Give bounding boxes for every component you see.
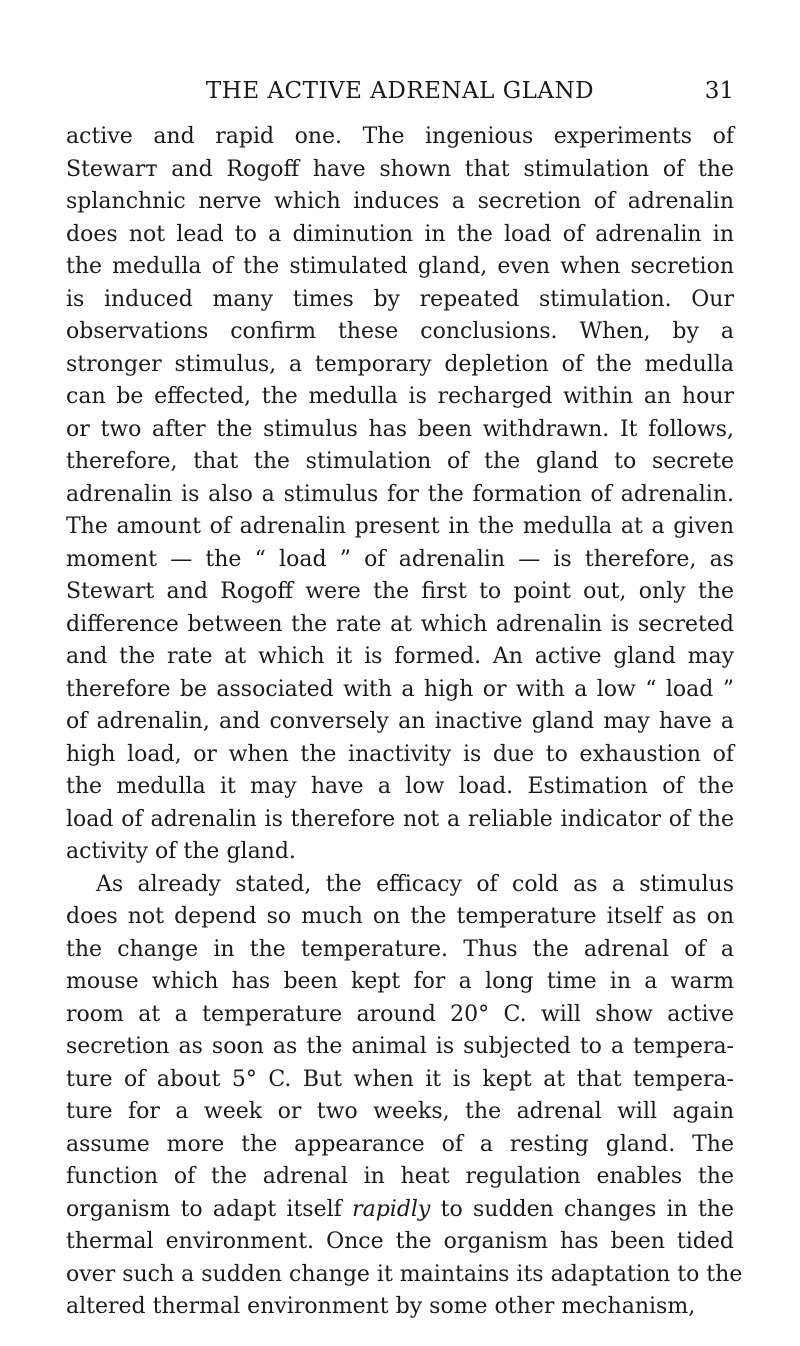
text-line-with-italic [66, 1194, 734, 1227]
text-line: and the rate at which it is formed. An active gland may [66, 644, 734, 669]
text-line: stronger stimulus, a temporary depletion of the medulla [66, 351, 734, 377]
text-line: the medulla it may have a low load. Estimation of the [66, 774, 734, 799]
text-span: to sudden changes in the [440, 1196, 734, 1222]
text-line: high load, or when the inactivity is due to exhaustion of [66, 741, 734, 767]
text-line: secretion as soon as the animal is subjected to a tempera- [66, 1034, 734, 1059]
text-line: function of the adrenal in heat regulation enables the [66, 1164, 734, 1189]
text-line: ture for a week or two weeks, the adrenal will again [66, 1099, 734, 1124]
text-line: adrenalin is also a stimulus for the formation of adrenalin. [66, 481, 734, 507]
text-line: or two after the stimulus has been withdrawn. It follows, [66, 416, 734, 442]
text-line: activity of the gland. [66, 839, 296, 864]
text-line: mouse which has been kept for a long time in a warm [66, 969, 734, 994]
paragraph-1 [66, 121, 734, 869]
text-line: As already stated, the efficacy of cold as a stimulus [96, 871, 734, 897]
paragraph-2 [66, 869, 743, 1324]
text-line: does not lead to a diminution in the load of adrenalin in [66, 221, 734, 247]
text-line: load of adrenalin is therefore not a reliable indicator of the [66, 806, 734, 832]
text-line: therefore be associated with a high or with a low “ load ” [66, 676, 734, 702]
page-number: 31 [704, 78, 734, 104]
text-line: thermal environment. Once the organism has been tided [66, 1229, 734, 1254]
text-line: assume more the appearance of a resting gland. The [66, 1131, 734, 1157]
text-line: therefore, that the stimulation of the gland to secrete [66, 449, 734, 474]
text-line: active and rapid one. The ingenious experiments of [66, 124, 734, 149]
text-line: over such a sudden change it maintains its adaptation to the [66, 1261, 743, 1287]
text-line: room at a temperature around 20° C. will show active [66, 1001, 734, 1027]
text-line: ture of about 5° C. But when it is kept at that tempera- [66, 1066, 734, 1092]
text-line: can be effected, the medulla is recharged within an hour [66, 384, 734, 409]
text-line: moment — the “ load ” of adrenalin — is therefore, as [66, 546, 734, 572]
text-line: Stewart and Rogoff were the first to point out, only the [66, 579, 734, 604]
text-line: of adrenalin, and conversely an inactive gland may have a [66, 709, 734, 734]
text-line: the change in the temperature. Thus the adrenal of a [66, 936, 734, 962]
text-line: observations confirm these conclusions. When, by a [66, 319, 734, 344]
text-line: difference between the rate at which adrenalin is secreted [66, 611, 734, 637]
text-line: The amount of adrenalin present in the medulla at a given [66, 514, 734, 539]
text-line: Stewarт and Rogoff have shown that stimulation of the [66, 156, 734, 182]
text-line: splanchnic nerve which induces a secretion of adrenalin [66, 189, 734, 214]
text-line: the medulla of the stimulated gland, even when secretion [66, 254, 734, 279]
body-text [66, 121, 743, 1324]
running-head: THE ACTIVE ADRENAL GLAND [205, 78, 595, 104]
text-line: is induced many times by repeated stimulation. Our [66, 286, 734, 312]
text-line: altered thermal environment by some other mechanism, [66, 1294, 696, 1319]
text-span: organism to adapt itself [66, 1196, 342, 1222]
text-line: does not depend so much on the temperature itself as on [66, 904, 734, 929]
italic-emphasis: rapidly [352, 1196, 431, 1222]
